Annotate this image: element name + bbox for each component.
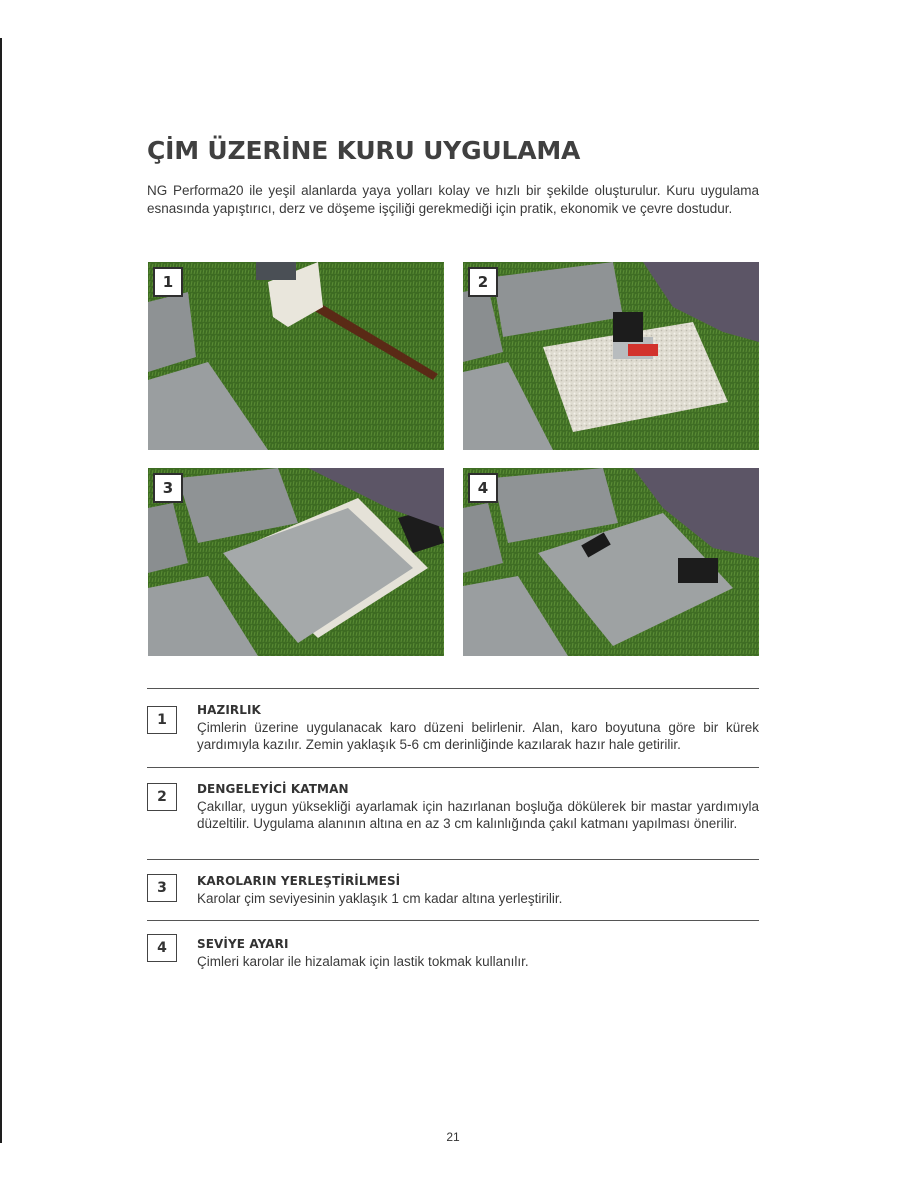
step-text-4: Çimleri karolar ile hizalamak için lastik tokmak kullanılır.: [197, 954, 529, 969]
step-text-3: Karolar çim seviyesinin yaklaşık 1 cm kadar altına yerleştirilir.: [197, 891, 563, 906]
step-separator: [147, 920, 759, 921]
step-title-3: KAROLARIN YERLEŞTİRİLMESİ: [197, 874, 401, 888]
photo-tile-placement-illustration: [148, 468, 444, 656]
photo-badge-4: 4: [468, 473, 498, 503]
page-number: 21: [446, 1130, 460, 1144]
step-separator: [147, 767, 759, 768]
page-edge-rule: [0, 38, 2, 1143]
photo-badge-3: 3: [153, 473, 183, 503]
step-title-2: DENGELEYİCİ KATMAN: [197, 782, 349, 796]
photo-mallet-illustration: [463, 468, 759, 656]
step-photo-4: [463, 468, 759, 656]
photo-gravel-illustration: [463, 262, 759, 450]
step-number-3: 3: [147, 874, 177, 902]
step-title-1: HAZIRLIK: [197, 703, 261, 717]
step-text-2: Çakıllar, uygun yüksekliği ayarlamak için hazırlanan boşluğa dökülerek bir mastar yardımıyla düzeltilir. Uygulama alanının altına en az 3 cm kalınlığında çakıl katmanı yapılması önerilir.: [197, 799, 759, 831]
step-number-2: 2: [147, 783, 177, 811]
step-photo-1: [148, 262, 444, 450]
step-number-4: 4: [147, 934, 177, 962]
step-separator: [147, 859, 759, 860]
photo-badge-1: 1: [153, 267, 183, 297]
step-photo-3: [148, 468, 444, 656]
step-photo-2: [463, 262, 759, 450]
photo-badge-2: 2: [468, 267, 498, 297]
page-title: ÇİM ÜZERİNE KURU UYGULAMA: [147, 136, 581, 165]
photo-digging-illustration: [148, 262, 444, 450]
step-number-1: 1: [147, 706, 177, 734]
step-title-4: SEVİYE AYARI: [197, 937, 289, 951]
step-text-1: Çimlerin üzerine uygulanacak karo düzeni belirlenir. Alan, karo boyutuna göre bir kürek yardımıyla kazılır. Zemin yaklaşık 5-6 cm derinliğinde kazılarak hazır hale getirilir.: [197, 720, 759, 752]
step-separator: [147, 688, 759, 689]
intro-paragraph: NG Performa20 ile yeşil alanlarda yaya yolları kolay ve hızlı bir şekilde oluşturulur. Kuru uygulama esnasında yapıştırıcı, derz ve döşeme işçiliği gerekmediği için pratik, ekonomik ve çevre dostudur.: [147, 183, 759, 216]
